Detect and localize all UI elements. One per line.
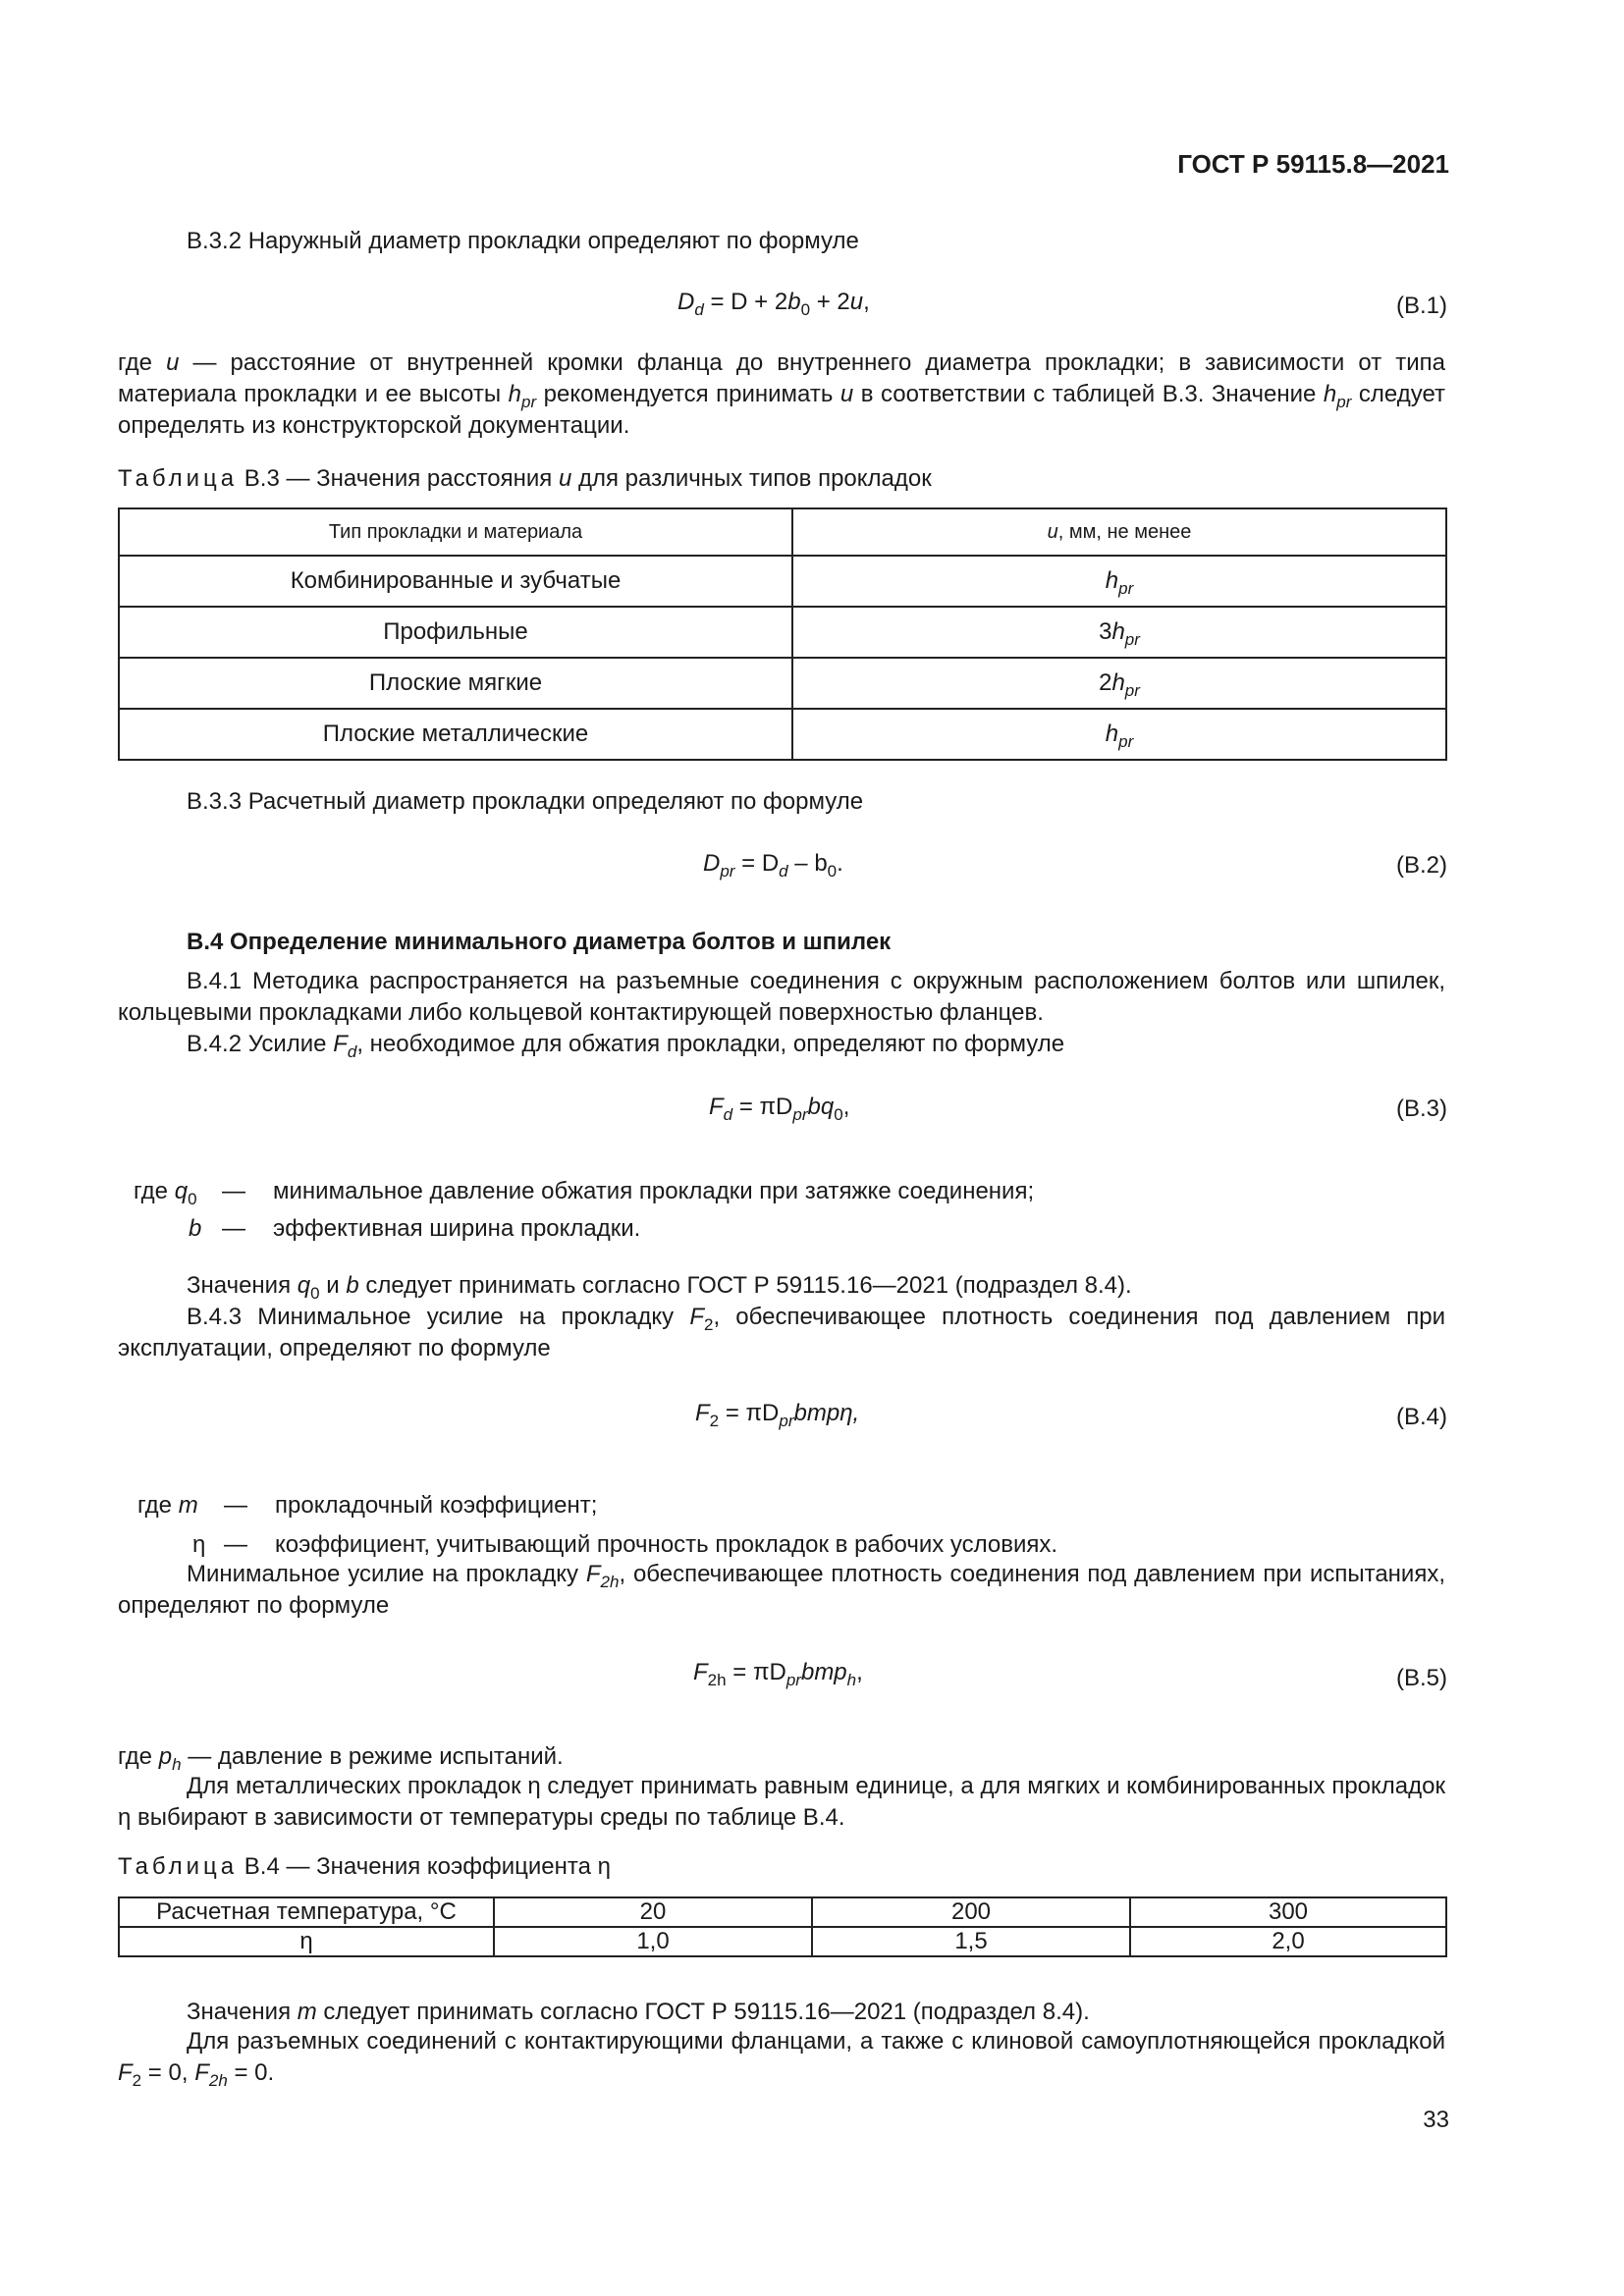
table-b4	[118, 1896, 1447, 1957]
table-b3-title: Таблица В.3 — Значения расстояния u для различных типов прокладок	[118, 465, 932, 492]
table-cell: Плоские металлические	[119, 709, 792, 760]
definition-dash: —	[224, 1492, 247, 1519]
paragraph-where-u: где u — расстояние от внутренней кромки фланца до внутреннего диаметра прокладки; в зависимости от типа материала прокладки и ее высоты $h_{pr}$ рекомендуется принимать u в соответствии с таблицей В.3. Значение $h_{pr}$ следует определять из конструкторской документации.	[118, 349, 1446, 439]
table-cell: 200	[812, 1897, 1130, 1927]
paragraph-b42: В.4.2 Усилие $F_d$, необходимое для обжатия прокладки, определяют по формуле	[187, 1031, 1065, 1061]
equation-number-b3: (В.3)	[1395, 1095, 1447, 1122]
definition-dash: —	[222, 1215, 245, 1242]
definition-m: где m	[137, 1492, 198, 1519]
definition-eta: η	[192, 1531, 206, 1558]
equation-number-b2: (В.2)	[1395, 852, 1447, 879]
formula-b4: $F_2 = \pi D_{pr}bmp\eta$,	[695, 1400, 860, 1430]
formula-b1: $D_d = D + 2b_0 + 2u$,	[677, 289, 870, 319]
table-header-cell: Тип прокладки и материала	[119, 508, 792, 556]
table-row	[119, 607, 1446, 658]
paragraph-min-f2h: Минимальное усилие на прокладку $F_{2h}$, обеспечивающее плотность соединения под давлением при испытаниях, определяют по формуле	[118, 1561, 1445, 1619]
table-cell: $3h_{pr}$	[792, 607, 1446, 658]
document-header: ГОСТ Р 59115.8—2021	[1177, 149, 1449, 179]
table-cell: Профильные	[119, 607, 792, 658]
definition-text: коэффициент, учитывающий прочность прокладок в рабочих условиях.	[275, 1531, 1058, 1558]
table-cell: $h_{pr}$	[792, 709, 1446, 760]
equation-number-b4: (В.4)	[1395, 1404, 1447, 1430]
paragraph-values-q0-b: Значения $q_0$ и b следует принимать согласно ГОСТ Р 59115.16—2021 (подраздел 8.4).	[187, 1272, 1132, 1303]
definition-dash: —	[224, 1531, 247, 1558]
paragraph-b33: В.3.3 Расчетный диаметр прокладки определяют по формуле	[187, 788, 864, 815]
table-cell: 300	[1130, 1897, 1446, 1927]
table-cell: Комбинированные и зубчатые	[119, 556, 792, 607]
paragraph-b32: В.3.2 Наружный диаметр прокладки определяют по формуле	[187, 228, 859, 254]
definition-b: b	[189, 1215, 202, 1242]
formula-b5: $F_{2h} = \pi D_{pr}bmp_h$,	[693, 1659, 863, 1689]
table-cell: Плоские мягкие	[119, 658, 792, 709]
table-cell: 1,0	[494, 1927, 812, 1956]
paragraph-where-ph: где $p_h$ — давление в режиме испытаний.	[118, 1743, 564, 1774]
table-cell: $h_{pr}$	[792, 556, 1446, 607]
definition-text: прокладочный коэффициент;	[275, 1492, 598, 1519]
formula-b3: $F_d = \pi D_{pr}bq_0$,	[709, 1094, 850, 1124]
table-row	[119, 1897, 1446, 1927]
table-cell: $2h_{pr}$	[792, 658, 1446, 709]
paragraph-b41: В.4.1 Методика распространяется на разъемные соединения с окружным расположением болтов или шпилек, кольцевыми прокладками либо кольцевой контактирующей поверхностью фланцев.	[118, 968, 1445, 1026]
page-number: 33	[1423, 2107, 1449, 2133]
definition-text: минимальное давление обжатия прокладки при затяжке соединения;	[273, 1178, 1035, 1204]
table-row	[119, 1927, 1446, 1956]
equation-number-b1: (В.1)	[1395, 293, 1447, 319]
table-cell: 20	[494, 1897, 812, 1927]
equation-number-b5: (В.5)	[1395, 1665, 1447, 1691]
paragraph-values-m: Значения m следует принимать согласно ГОСТ Р 59115.16—2021 (подраздел 8.4).	[187, 1999, 1090, 2025]
table-row	[119, 556, 1446, 607]
table-header-row	[119, 508, 1446, 556]
table-cell: Расчетная температура, °С	[119, 1897, 494, 1927]
table-row	[119, 658, 1446, 709]
paragraph-metal-gaskets: Для металлических прокладок η следует принимать равным единице, а для мягких и комбинированных прокладок η выбирают в зависимости от температуры среды по таблице В.4.	[118, 1773, 1445, 1831]
table-header-cell: u, мм, не менее	[792, 508, 1446, 556]
definition-dash: —	[222, 1178, 245, 1204]
table-cell: η	[119, 1927, 494, 1956]
section-heading-b4: В.4 Определение минимального диаметра болтов и шпилек	[187, 929, 892, 955]
paragraph-contact-flanges: Для разъемных соединений с контактирующими фланцами, а также с клиновой самоуплотняющейся прокладкой $F_2 = 0$, $F_{2h} = 0$.	[118, 2028, 1445, 2090]
table-row	[119, 709, 1446, 760]
table-cell: 1,5	[812, 1927, 1130, 1956]
definition-q0: где $q_0$	[134, 1178, 197, 1208]
formula-b2: $D_{pr} = D_d - b_0$.	[703, 850, 843, 881]
table-b3	[118, 507, 1447, 761]
table-cell: 2,0	[1130, 1927, 1446, 1956]
definition-text: эффективная ширина прокладки.	[273, 1215, 641, 1242]
table-b4-title: Таблица В.4 — Значения коэффициента η	[118, 1853, 611, 1880]
paragraph-b43: В.4.3 Минимальное усилие на прокладку $F_2$, обеспечивающее плотность соединения под давлением при эксплуатации, определяют по формуле	[118, 1304, 1445, 1362]
